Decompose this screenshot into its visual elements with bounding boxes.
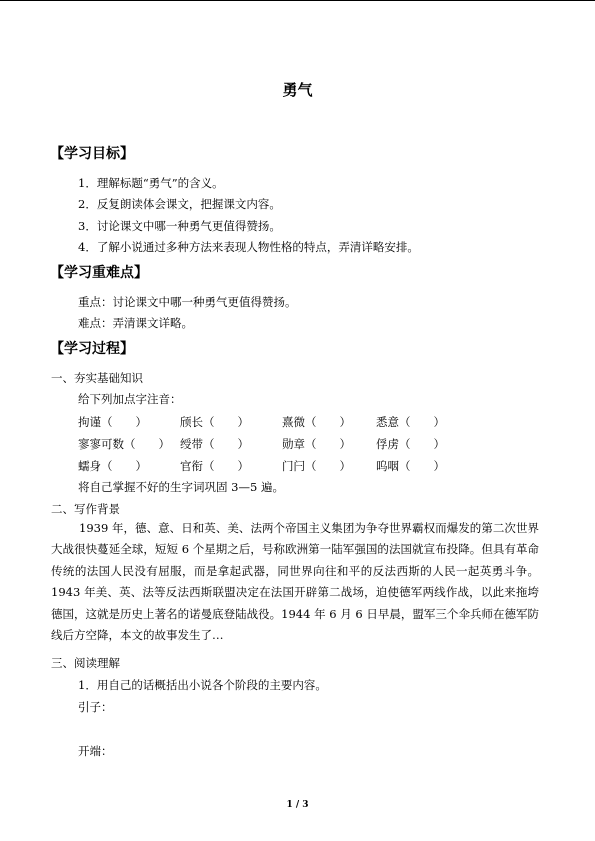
key-point-item: 重点：讨论课文中哪一种勇气更值得赞扬。 bbox=[78, 295, 297, 309]
part1-title: 一、夯实基础知识 bbox=[51, 371, 143, 385]
vocab-item: 俘虏（ ） bbox=[376, 437, 445, 451]
vocab-item: 门闩（ ） bbox=[282, 459, 351, 473]
vocab-item: 拘谨（ ） bbox=[78, 415, 147, 429]
page-title: 勇气 bbox=[282, 81, 313, 99]
vocab-item: 官衔（ ） bbox=[180, 459, 249, 473]
goal-item-2: 2．反复朗读体会课文，把握课文内容。 bbox=[78, 197, 281, 211]
vocab-item: 勋章（ ） bbox=[282, 437, 351, 451]
answer-label-opening: 开端： bbox=[78, 744, 113, 758]
part2-title: 二、写作背景 bbox=[51, 502, 120, 516]
vocab-item: 绶带（ ） bbox=[180, 437, 249, 451]
goal-item-1: 1．理解标题“勇气”的含义。 bbox=[78, 176, 224, 190]
section-heading-key-points: 【学习重难点】 bbox=[50, 265, 148, 281]
vocab-item: 蠕身（ ） bbox=[78, 459, 147, 473]
vocab-item: 悉意（ ） bbox=[376, 415, 445, 429]
section-heading-goals: 【学习目标】 bbox=[50, 146, 134, 162]
goal-item-3: 3．讨论课文中哪一种勇气更值得赞扬。 bbox=[78, 219, 281, 233]
page-top-border bbox=[0, 0, 595, 1]
vocab-item: 寥寥可数（ ） bbox=[78, 437, 170, 451]
part1-note: 将自己掌握不好的生字词巩固 3—5 遍。 bbox=[78, 480, 284, 494]
part3-question: 1．用自己的话概括出小说各个阶段的主要内容。 bbox=[78, 678, 327, 692]
goal-item-4: 4．了解小说通过多种方法来表现人物性格的特点，弄清详略安排。 bbox=[78, 240, 419, 254]
part3-title: 三、阅读理解 bbox=[51, 656, 120, 670]
part1-instruction: 给下列加点字注音： bbox=[78, 392, 182, 406]
page-number: 1 / 3 bbox=[286, 800, 309, 810]
answer-label-intro: 引子： bbox=[78, 700, 113, 714]
background-text: 1939 年，德、意、日和英、美、法两个帝国主义集团为争夺世界霸权而爆发的第二次世界大战很快蔓延全球，短短 6 个星期之后，号称欧洲第一陆军强国的法国就宣布投降。但具有革命传统的法国人民没有屈服，而是拿起武器，同世界向往和平的反法西斯的人民一起英勇斗争。1943 年美、英、法等反法西斯联盟决定在法国开辟第二战场，迫使德军两线作战，以此来拖垮德国，这就是历史上著名的诺曼底登陆战役。1944 年 6 月 6 日早晨，盟军三个伞兵师在德军防线后方空降，本文的故事发生了… bbox=[51, 521, 539, 643]
vocab-item: 熹微（ ） bbox=[282, 415, 351, 429]
vocab-item: 呜咽（ ） bbox=[376, 459, 445, 473]
section-heading-process: 【学习过程】 bbox=[50, 341, 134, 357]
difficulty-item: 难点：弄清课文详略。 bbox=[78, 316, 193, 330]
vocab-item: 颀长（ ） bbox=[180, 415, 249, 429]
background-paragraph bbox=[51, 518, 539, 646]
